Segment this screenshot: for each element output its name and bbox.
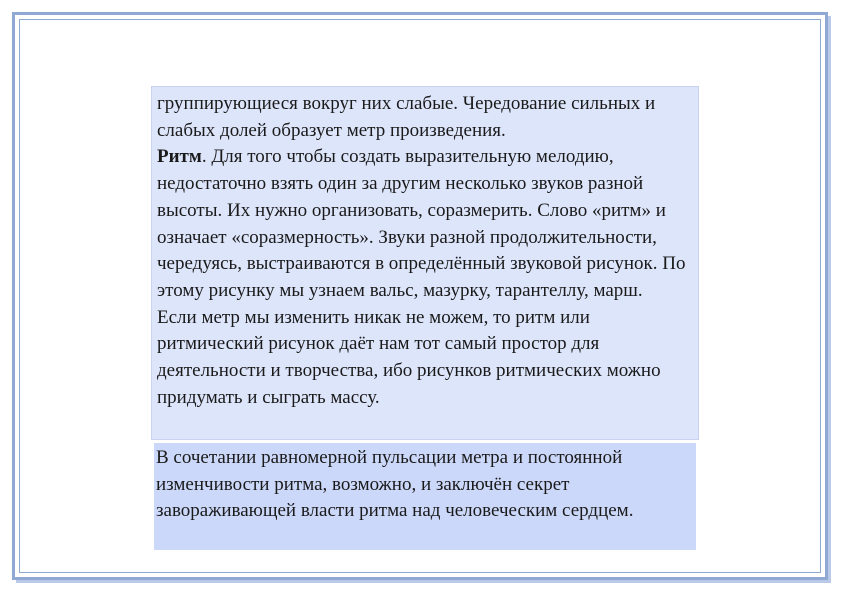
paragraph-meter: группирующиеся вокруг них слабые. Чередование сильных и слабых долей образует метр произведения. [157,93,656,141]
main-text-box[interactable] [151,86,699,440]
paragraph-creativity: Если метр мы изменить никак не можем, то ритм или ритмический рисунок даёт нам тот самый простор для деятельности и творчества, ибо рисунков ритмических можно придумать и сыграть массу. [157,306,661,408]
paragraph-rhythm [157,144,694,304]
rhythm-definition: . Для того чтобы создать выразительную мелодию, недостаточно взять один за другим несколько звуков разной высоты. Их нужно организовать, соразмерить. Слово «ритм» и означает «соразмерность». Звуки разной продолжительности, чередуясь, выстраиваются в определённый звуковой рисунок. По этому рисунку мы узнаем вальс, мазурку, тарантеллу, марш. [157,146,686,301]
paragraph-conclusion: В сочетании равномерной пульсации метра и постоянной изменчивости ритма, возможно, и заключён секрет завораживающей власти ритма над человеческим сердцем. [156,447,634,522]
rhythm-term: Ритм [157,146,202,168]
frame-shadow-bottom [16,580,831,583]
frame-shadow-right [828,16,831,582]
conclusion-text-box[interactable] [154,443,696,550]
